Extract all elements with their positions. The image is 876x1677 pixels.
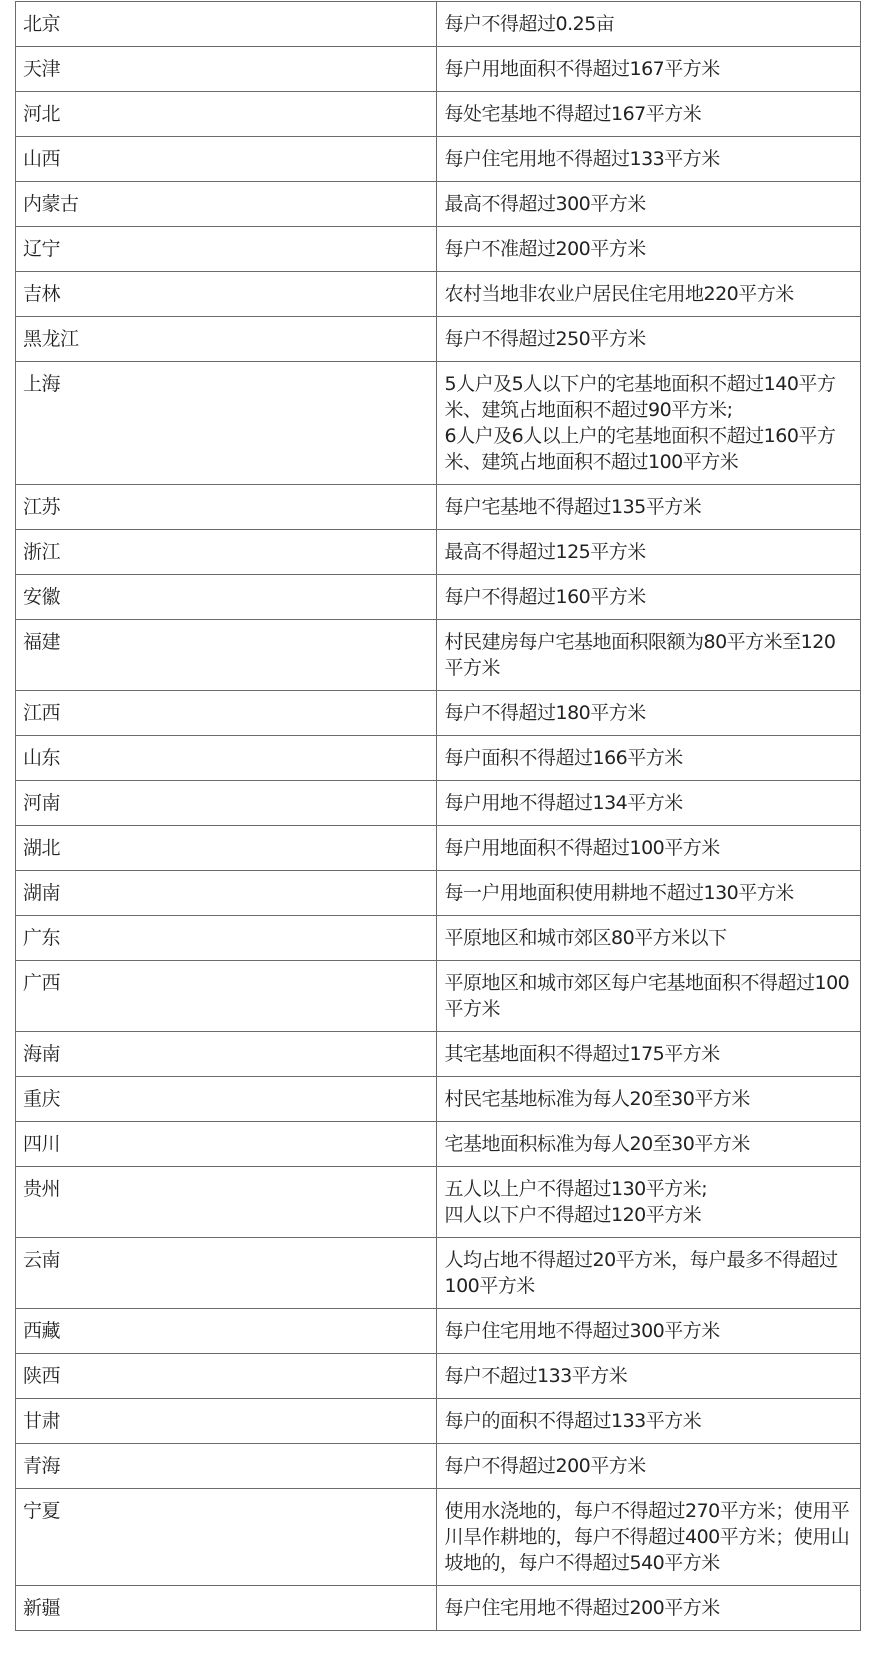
table-row — [16, 1309, 861, 1354]
province-cell: 西藏 — [16, 1309, 437, 1354]
rule-cell: 每户住宅用地不得超过133平方米 — [437, 137, 861, 182]
table-row — [16, 691, 861, 736]
rule-cell: 宅基地面积标准为每人20至30平方米 — [437, 1122, 861, 1167]
province-cell: 广东 — [16, 916, 437, 961]
table-row — [16, 781, 861, 826]
province-cell: 贵州 — [16, 1167, 437, 1238]
province-cell: 河北 — [16, 92, 437, 137]
table-row — [16, 47, 861, 92]
rule-cell: 5人户及5人以下户的宅基地面积不超过140平方米、建筑占地面积不超过90平方米; 6人户及6人以上户的宅基地面积不超过160平方米、建筑占地面积不超过100平方米 — [437, 362, 861, 485]
table-row — [16, 182, 861, 227]
province-cell: 浙江 — [16, 530, 437, 575]
province-cell: 陕西 — [16, 1354, 437, 1399]
table-row — [16, 362, 861, 485]
table-row — [16, 1489, 861, 1586]
table-row — [16, 272, 861, 317]
rule-cell: 每户面积不得超过166平方米 — [437, 736, 861, 781]
province-cell: 内蒙古 — [16, 182, 437, 227]
province-cell: 江苏 — [16, 485, 437, 530]
table-row — [16, 916, 861, 961]
table-row — [16, 1399, 861, 1444]
rule-cell: 五人以上户不得超过130平方米; 四人以下户不得超过120平方米 — [437, 1167, 861, 1238]
table-row — [16, 871, 861, 916]
rule-cell: 每户住宅用地不得超过200平方米 — [437, 1586, 861, 1631]
table-row — [16, 1444, 861, 1489]
rule-cell: 每一户用地面积使用耕地不超过130平方米 — [437, 871, 861, 916]
rule-cell: 每户宅基地不得超过135平方米 — [437, 485, 861, 530]
rule-cell: 每户不得超过0.25亩 — [437, 2, 861, 47]
province-cell: 四川 — [16, 1122, 437, 1167]
rule-cell: 每户不超过133平方米 — [437, 1354, 861, 1399]
rule-cell: 每户不得超过200平方米 — [437, 1444, 861, 1489]
rule-cell: 每户不得超过180平方米 — [437, 691, 861, 736]
rule-cell: 每户用地面积不得超过167平方米 — [437, 47, 861, 92]
rule-cell: 每户不得超过160平方米 — [437, 575, 861, 620]
province-cell: 青海 — [16, 1444, 437, 1489]
rule-cell: 每户用地面积不得超过100平方米 — [437, 826, 861, 871]
province-cell: 江西 — [16, 691, 437, 736]
rule-cell: 每户不得超过250平方米 — [437, 317, 861, 362]
table-row — [16, 575, 861, 620]
province-cell: 天津 — [16, 47, 437, 92]
table-body — [16, 2, 861, 1631]
table-row — [16, 2, 861, 47]
province-cell: 宁夏 — [16, 1489, 437, 1586]
table-row — [16, 530, 861, 575]
rule-cell: 每户住宅用地不得超过300平方米 — [437, 1309, 861, 1354]
rule-cell: 人均占地不得超过20平方米，每户最多不得超过100平方米 — [437, 1238, 861, 1309]
table-row — [16, 1122, 861, 1167]
rule-cell: 农村当地非农业户居民住宅用地220平方米 — [437, 272, 861, 317]
province-cell: 广西 — [16, 961, 437, 1032]
province-cell: 新疆 — [16, 1586, 437, 1631]
table-row — [16, 92, 861, 137]
rule-cell: 平原地区和城市郊区80平方米以下 — [437, 916, 861, 961]
table-row — [16, 227, 861, 272]
table-row — [16, 620, 861, 691]
rule-cell: 使用水浇地的，每户不得超过270平方米；使用平川旱作耕地的，每户不得超过400平方米；使用山坡地的，每户不得超过540平方米 — [437, 1489, 861, 1586]
table-row — [16, 1167, 861, 1238]
rule-cell: 村民建房每户宅基地面积限额为80平方米至120平方米 — [437, 620, 861, 691]
table-row — [16, 1077, 861, 1122]
table-row — [16, 1238, 861, 1309]
province-cell: 海南 — [16, 1032, 437, 1077]
province-cell: 甘肃 — [16, 1399, 437, 1444]
table-row — [16, 1586, 861, 1631]
province-cell: 黑龙江 — [16, 317, 437, 362]
rule-cell: 每户用地不得超过134平方米 — [437, 781, 861, 826]
table-row — [16, 485, 861, 530]
province-cell: 上海 — [16, 362, 437, 485]
rule-cell: 最高不得超过300平方米 — [437, 182, 861, 227]
table-row — [16, 317, 861, 362]
homestead-area-table — [15, 1, 861, 1631]
province-cell: 安徽 — [16, 575, 437, 620]
table-row — [16, 736, 861, 781]
province-cell: 山东 — [16, 736, 437, 781]
table-row — [16, 1032, 861, 1077]
province-cell: 北京 — [16, 2, 437, 47]
rule-cell: 每户不准超过200平方米 — [437, 227, 861, 272]
province-cell: 湖南 — [16, 871, 437, 916]
table-row — [16, 1354, 861, 1399]
table-row — [16, 137, 861, 182]
province-cell: 福建 — [16, 620, 437, 691]
rule-cell: 每户的面积不得超过133平方米 — [437, 1399, 861, 1444]
table-row — [16, 826, 861, 871]
province-cell: 湖北 — [16, 826, 437, 871]
table-row — [16, 961, 861, 1032]
rule-cell: 村民宅基地标准为每人20至30平方米 — [437, 1077, 861, 1122]
rule-cell: 每处宅基地不得超过167平方米 — [437, 92, 861, 137]
province-cell: 河南 — [16, 781, 437, 826]
province-cell: 山西 — [16, 137, 437, 182]
province-cell: 重庆 — [16, 1077, 437, 1122]
province-cell: 辽宁 — [16, 227, 437, 272]
rule-cell: 平原地区和城市郊区每户宅基地面积不得超过100平方米 — [437, 961, 861, 1032]
rule-cell: 其宅基地面积不得超过175平方米 — [437, 1032, 861, 1077]
province-cell: 云南 — [16, 1238, 437, 1309]
province-cell: 吉林 — [16, 272, 437, 317]
rule-cell: 最高不得超过125平方米 — [437, 530, 861, 575]
